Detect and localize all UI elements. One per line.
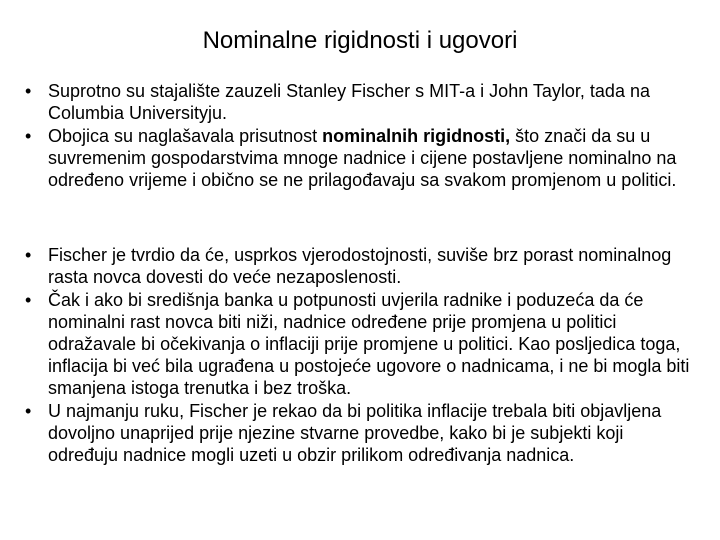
bullet-item (22, 400, 698, 466)
bullet-icon: • (25, 290, 32, 310)
bullet-icon: • (25, 245, 32, 265)
bullet-item (22, 244, 698, 288)
slide-title: Nominalne rigidnosti i ugovori (202, 27, 518, 54)
bullet-icon: • (25, 126, 32, 146)
bullet-list-top (22, 80, 698, 192)
bullet-item (22, 125, 698, 191)
bullet-text: Suprotno su stajalište zauzeli Stanley Fischer s MIT-a i John Taylor, tada na Columbia Universityju. (48, 81, 650, 123)
bullet-item (22, 80, 698, 124)
bullet-text: Fischer je tvrdio da će, usprkos vjerodostojnosti, suviše brz porast nominalnog rasta novca dovesti do veće nezaposlenosti. (48, 245, 672, 287)
bullet-text-end: što znači da su u suvremenim gospodarstvima mnoge nadnice i cijene postavljene nominalno na određeno vrijeme i obično se ne prilagođavaju sa svakom promjenom u politici. (48, 126, 677, 190)
bullet-list-bottom (22, 244, 698, 467)
bullet-text-bold: nominalnih rigidnosti, (322, 126, 511, 146)
bullet-text: U najmanju ruku, Fischer je rekao da bi politika inflacije trebala biti objavljena dovoljno unaprijed prije njezine stvarne provedbe, kako bi je subjekti koji određuju nadnice mogli uzeti u obzir prilikom određivanja nadnica. (48, 401, 662, 465)
bullet-text: Čak i ako bi središnja banka u potpunosti uvjerila radnike i poduzeća da će nominalni rast novca biti niži, nadnice određene prije promjena u politici odražavale bi očekivanja o inflaciji prije promjene u politici. Kao posljedica toga, inflacija bi već bila ugrađena u postojeće ugovore o nadnicama, i ne bi mogla biti smanjena istoga trenutka i bez troška. (48, 290, 690, 398)
bullet-icon: • (25, 81, 32, 101)
bullet-icon: • (25, 401, 32, 421)
bullet-item (22, 289, 698, 399)
bullet-text-start: Obojica su naglašavala prisutnost (48, 126, 323, 146)
